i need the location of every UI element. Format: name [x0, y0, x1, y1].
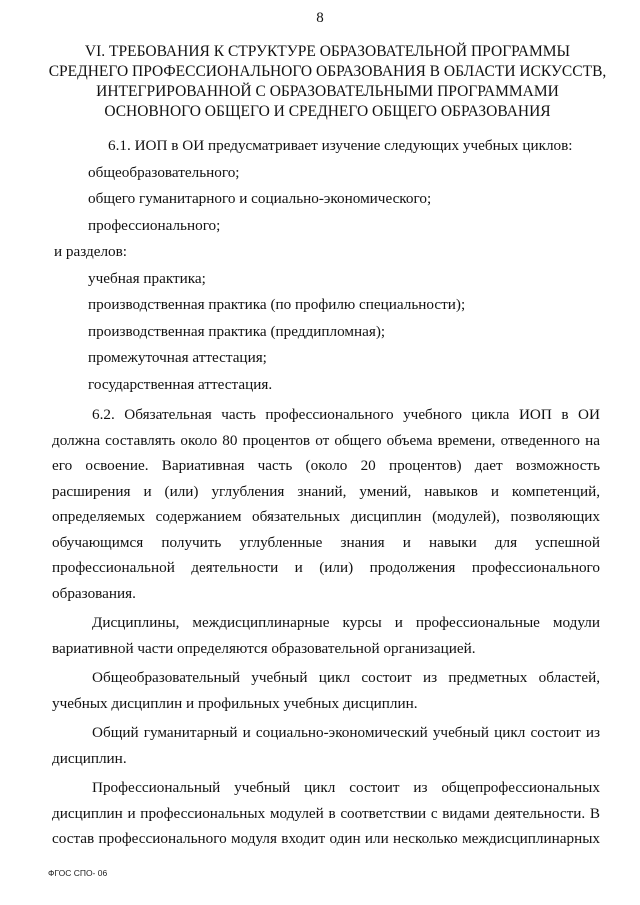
- paragraph-line: определяемых содержанием обязательных дисциплин (модулей), позволяющих: [52, 508, 600, 525]
- paragraph-line: должна составлять около 80 процентов от общего объема времени, отведенного на: [52, 431, 600, 449]
- paragraph-line: Общий гуманитарный и социально-экономический учебный цикл состоит из: [92, 724, 600, 741]
- paragraph-professional-cycle: [52, 775, 600, 852]
- paragraph-line: профессиональной деятельности и (или) продолжения профессионального: [52, 559, 600, 576]
- paragraph-disciplines: [52, 610, 600, 661]
- clause-6-2: [52, 402, 600, 606]
- section-item: производственная практика (по профилю специальности);: [88, 296, 466, 313]
- paragraph-line: Профессиональный учебный цикл состоит из общепрофессиональных: [92, 779, 600, 796]
- clause-6-1-intro: 6.1. ИОП в ОИ предусматривает изучение следующих учебных циклов:: [108, 137, 573, 154]
- section-item: промежуточная аттестация;: [88, 349, 267, 366]
- paragraph-line: образования.: [52, 584, 136, 602]
- paragraph-line: дисциплин.: [52, 749, 127, 767]
- paragraph-line: расширения и (или) углубления знаний, умений, навыков и компетенций,: [52, 482, 600, 500]
- paragraph-line: учебных дисциплин и профильных учебных дисциплин.: [52, 694, 418, 712]
- section-item: учебная практика;: [88, 269, 206, 287]
- page-number: 8: [316, 10, 324, 26]
- paragraph-line: обучающимся получить углубленные знания и навыки для успешной: [52, 533, 600, 551]
- paragraph-line: вариативной части определяются образовательной организацией.: [52, 639, 476, 657]
- cycle-item: общеобразовательного;: [88, 163, 240, 181]
- paragraph-line: 6.2. Обязательная часть профессионального учебного цикла ИОП в ОИ: [92, 406, 600, 423]
- paragraph-line: дисциплин и профессиональных модулей в соответствии с видами деятельности. В: [52, 804, 600, 822]
- title-line: VI. ТРЕБОВАНИЯ К СТРУКТУРЕ ОБРАЗОВАТЕЛЬНОЙ ПРОГРАММЫ: [84, 43, 571, 60]
- title-line: СРЕДНЕГО ПРОФЕССИОНАЛЬНОГО ОБРАЗОВАНИЯ В ОБЛАСТИ ИСКУССТВ,: [48, 63, 607, 80]
- sections-intro: и разделов:: [54, 243, 128, 260]
- title-line: ИНТЕГРИРОВАННОЙ С ОБРАЗОВАТЕЛЬНЫМИ ПРОГРАММАМИ: [96, 83, 559, 100]
- paragraph-general-cycle: [52, 665, 600, 716]
- paragraph-line: состав профессионального модуля входит один или несколько междисциплинарных: [52, 830, 600, 847]
- cycle-item: общего гуманитарного и социально-экономического;: [88, 190, 432, 207]
- paragraph-line: Дисциплины, междисциплинарные курсы и профессиональные модули: [92, 614, 600, 631]
- footer-code: ФГОС СПО- 06: [48, 868, 108, 878]
- paragraph-humanities-cycle: [52, 720, 600, 771]
- section-item: государственная аттестация.: [88, 375, 273, 393]
- title-line: ОСНОВНОГО ОБЩЕГО И СРЕДНЕГО ОБЩЕГО ОБРАЗОВАНИЯ: [104, 103, 551, 120]
- cycle-item: профессионального;: [88, 216, 221, 234]
- document-body: [52, 133, 600, 852]
- section-title: [40, 42, 615, 122]
- paragraph-line: его освоение. Вариативная часть (около 20 процентов) дает возможность: [52, 457, 600, 474]
- paragraph-line: Общеобразовательный учебный цикл состоит из предметных областей,: [92, 669, 600, 686]
- section-item: производственная практика (преддипломная);: [88, 322, 386, 340]
